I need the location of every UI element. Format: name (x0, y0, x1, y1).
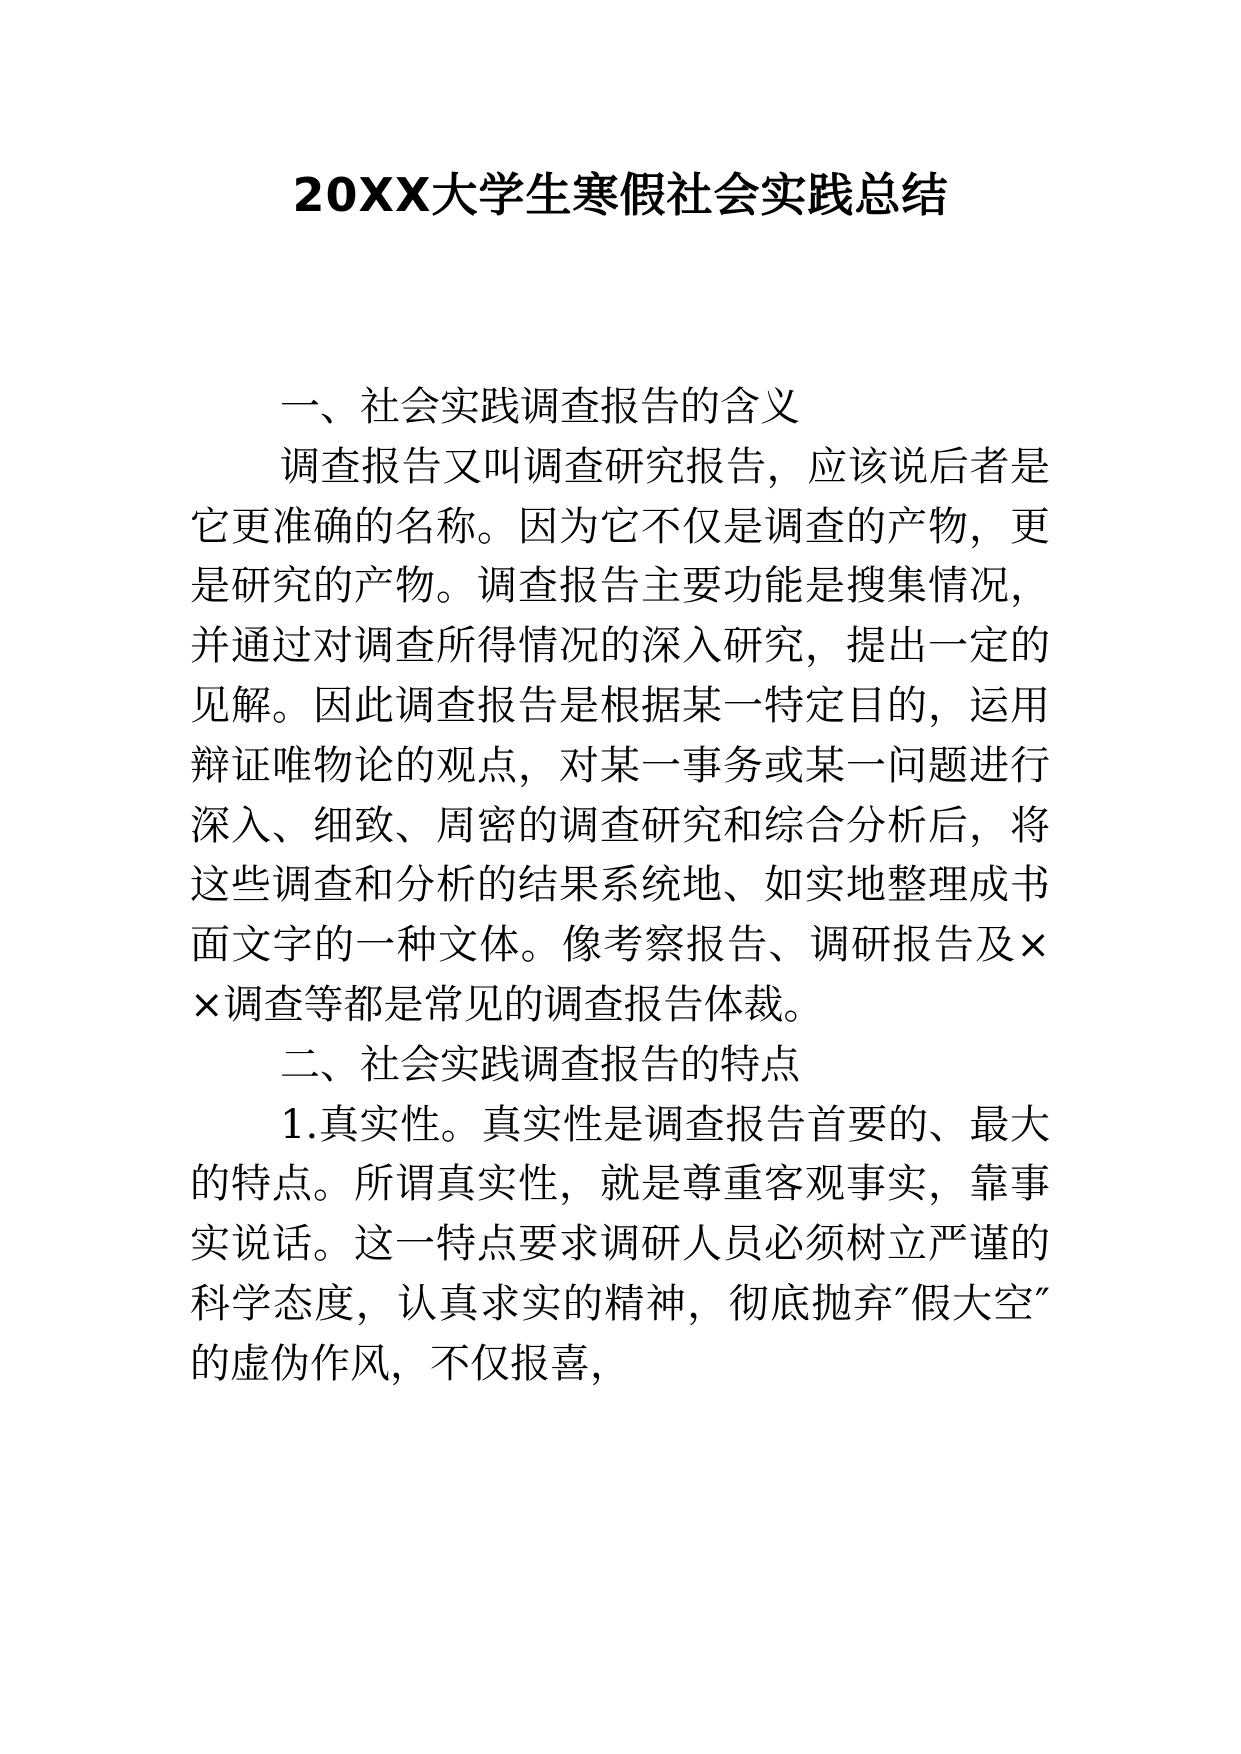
body-paragraph: 调查报告又叫调查研究报告，应该说后者是它更准确的名称。因为它不仅是调查的产物，更是研究的产物。调查报告主要功能是搜集情况，并通过对调查所得情况的深入研究，提出一定的见解。因此调查报告是根据某一特定目的，运用辩证唯物论的观点，对某一事务或某一问题进行深入、细致、周密的调查研究和综合分析后，将这些调查和分析的结果系统地、如实地整理成书面文字的一种文体。像考察报告、调研报告及××调查等都是常见的调查报告体裁。 (190, 443, 1050, 1028)
section-heading: 二、社会实践调查报告的特点 (280, 1041, 800, 1088)
document-title: 20XX大学生寒假社会实践总结 (292, 168, 949, 222)
body-paragraph: 1.真实性。真实性是调查报告首要的、最大的特点。所谓真实性，就是尊重客观事实，靠事实说话。这一特点要求调研人员必须树立严谨的科学态度，认真求实的精神，彻底抛弃″假大空″的虚伪作风，不仅报喜， (190, 1101, 1050, 1387)
section-heading: 一、社会实践调查报告的含义 (280, 384, 800, 430)
document-body (190, 378, 1050, 1395)
